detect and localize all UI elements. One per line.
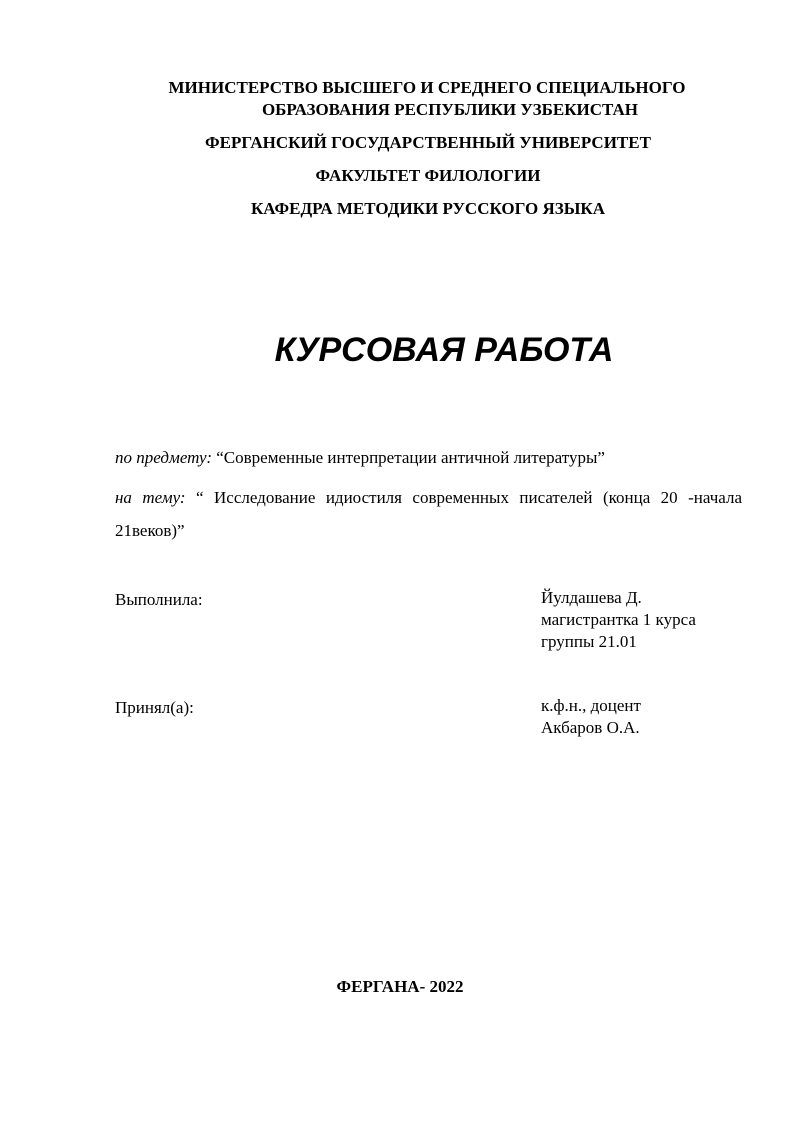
document-title: КУРСОВАЯ РАБОТА: [274, 331, 614, 369]
supervisor-degree: к.ф.н., доцент: [541, 696, 641, 715]
topic-label: на тему:: [115, 488, 186, 507]
department-name: КАФЕДРА МЕТОДИКИ РУССКОГО ЯЗЫКА: [250, 199, 606, 218]
university-name: ФЕРГАНСКИЙ ГОСУДАРСТВЕННЫЙ УНИВЕРСИТЕТ: [205, 133, 651, 152]
performed-block: [541, 587, 696, 653]
student-group: группы 21.01: [541, 632, 637, 651]
faculty-name: ФАКУЛЬТЕТ ФИЛОЛОГИИ: [315, 166, 541, 185]
student-status: магистрантка 1 курса: [541, 610, 696, 629]
subject-line: [115, 447, 605, 469]
topic-line: [115, 481, 742, 547]
topic-value: “ Исследование идиостиля современных писателей (конца 20 -начала 21веков)”: [115, 488, 742, 540]
accepted-block: [541, 695, 641, 739]
performed-label: Выполнила:: [115, 590, 203, 609]
accepted-label: Принял(а):: [115, 698, 194, 717]
student-name: Йулдашева Д.: [541, 588, 642, 607]
supervisor-name: Акбаров О.А.: [541, 718, 640, 737]
ministry-line-1: МИНИСТЕРСТВО ВЫСШЕГО И СРЕДНЕГО СПЕЦИАЛЬНОГО: [168, 78, 686, 97]
subject-value: “Современные интерпретации античной литературы”: [216, 448, 605, 467]
city-year: ФЕРГАНА- 2022: [336, 977, 464, 996]
ministry-line-2: ОБРАЗОВАНИЯ РЕСПУБЛИКИ УЗБЕКИСТАН: [261, 100, 639, 119]
subject-label: по предмету:: [115, 448, 212, 467]
